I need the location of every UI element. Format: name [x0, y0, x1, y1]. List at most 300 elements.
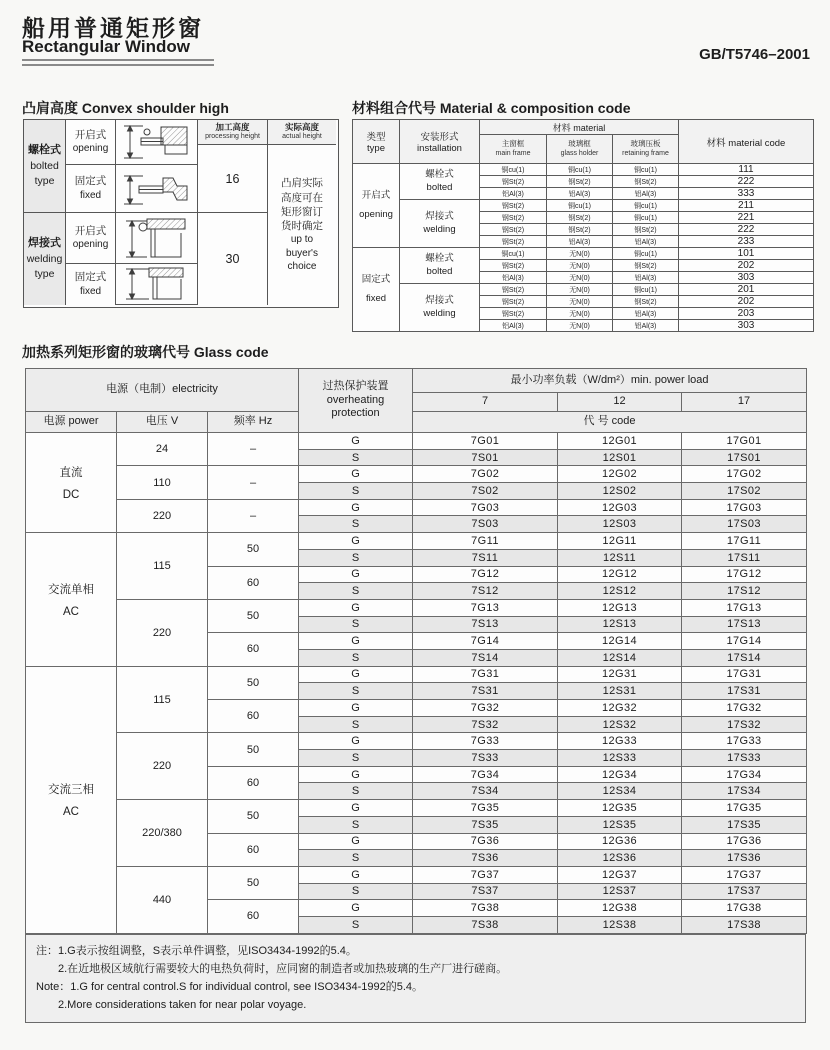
convex-row-fixed	[66, 165, 116, 213]
glass-code-cell: 7S34	[413, 783, 558, 800]
material-code-cell: 221	[679, 212, 814, 224]
glass-code-cell: 7S01	[413, 449, 558, 466]
glass-code-cell: 12S37	[558, 883, 682, 900]
material-type-cell: 开启式 opening	[353, 164, 400, 248]
glass-code-cell: 17G14	[682, 633, 807, 650]
main-frame-material-cell: 钢St(2)	[480, 212, 547, 224]
material-code-cell: 303	[679, 320, 814, 332]
glass-code-row	[26, 499, 807, 516]
glass-code-cell: 7G36	[413, 833, 558, 850]
page-title-zh: 船用普通矩形窗	[22, 15, 204, 41]
material-row	[353, 200, 814, 212]
protection-cell: G	[299, 900, 413, 917]
material-row	[353, 248, 814, 260]
glass-code-cell: 12G03	[558, 499, 682, 516]
material-code-header: 材料 material code	[679, 120, 814, 164]
frequency-cell: 60	[208, 766, 299, 799]
glass-code-cell: 7S13	[413, 616, 558, 633]
glass-code-cell: 17S37	[682, 883, 807, 900]
glass-code-cell: 7S31	[413, 683, 558, 700]
glass-code-cell: 7G01	[413, 433, 558, 450]
retaining-frame-header	[613, 135, 679, 164]
glass-code-cell: 17G32	[682, 700, 807, 717]
frequency-cell: 60	[208, 633, 299, 666]
actual-height-header	[268, 120, 336, 145]
material-code-cell: 203	[679, 308, 814, 320]
retaining-frame-material-cell: 钢St(2)	[613, 260, 679, 272]
material-code-cell: 233	[679, 236, 814, 248]
glass-code-cell: 7G31	[413, 666, 558, 683]
glass-holder-material-cell: 无N(0)	[547, 284, 613, 296]
glass-code-cell: 12G01	[558, 433, 682, 450]
glass-code-cell: 7G14	[413, 633, 558, 650]
code-row-header: 代 号 code	[413, 412, 807, 433]
glass-code-cell: 17G02	[682, 466, 807, 483]
material-install-cell: 焊接式 welding	[400, 200, 480, 248]
glass-holder-material-cell: 铝Al(3)	[547, 236, 613, 248]
retaining-frame-material-cell: 铜cu(1)	[613, 284, 679, 296]
label: fixed	[79, 285, 102, 297]
glass-code-cell: 12S14	[558, 649, 682, 666]
convex-row-fixed	[66, 264, 116, 305]
voltage-cell: 115	[117, 666, 208, 733]
label: processing height	[205, 132, 260, 140]
protection-cell: S	[299, 549, 413, 566]
frequency-cell: 60	[208, 833, 299, 866]
glass-code-cell: 17S35	[682, 816, 807, 833]
installation-header	[400, 120, 480, 164]
protection-cell: S	[299, 916, 413, 933]
material-code-cell: 222	[679, 224, 814, 236]
convex-section-title: 凸肩高度 Convex shoulder high	[22, 100, 229, 116]
glass-code-row	[26, 666, 807, 683]
title-double-rule	[22, 59, 214, 66]
label: 玻璃压板	[630, 138, 661, 148]
glass-code-cell: 7S02	[413, 483, 558, 500]
glass-code-cell: 7G38	[413, 900, 558, 917]
glass-code-table	[25, 368, 807, 934]
load-12-header: 12	[558, 393, 682, 412]
glass-code-cell: 17S14	[682, 649, 807, 666]
retaining-frame-material-cell: 铝Al(3)	[613, 320, 679, 332]
label: retaining frame	[622, 150, 669, 158]
main-frame-material-cell: 钢St(2)	[480, 176, 547, 188]
main-frame-material-cell: 钢St(2)	[480, 224, 547, 236]
glass-code-cell: 7G34	[413, 766, 558, 783]
frequency-cell: 50	[208, 733, 299, 766]
voltage-cell: 220	[117, 733, 208, 800]
glass-code-cell: 12S35	[558, 816, 682, 833]
glass-code-cell: 12G13	[558, 599, 682, 616]
glass-code-cell: 12G38	[558, 900, 682, 917]
glass-code-cell: 17S13	[682, 616, 807, 633]
note-en-1: Note：1.G for central control.S for individual control, see ISO3434-1992的5.4。	[36, 981, 424, 994]
actual-height-note	[268, 145, 336, 305]
convex-type-welding	[24, 213, 66, 305]
glass-code-cell: 7G35	[413, 800, 558, 817]
label: actual height	[282, 132, 322, 140]
section-diagram-welding-opening	[116, 213, 198, 264]
main-frame-material-cell: 铝Al(3)	[480, 188, 547, 200]
glass-code-cell: 7S35	[413, 816, 558, 833]
material-code-cell: 111	[679, 164, 814, 176]
label: 加工高度	[215, 122, 250, 133]
section-diagram-bolted-opening	[116, 120, 198, 165]
glass-code-cell: 7S03	[413, 516, 558, 533]
min-power-load-header: 最小功率负载（W/dm²）min. power load	[413, 369, 807, 393]
label: installation	[417, 143, 462, 154]
label: 固定式	[74, 271, 107, 284]
glass-code-cell: 17G37	[682, 866, 807, 883]
label: 实际高度	[284, 122, 319, 133]
processing-height-header	[198, 120, 268, 145]
material-row	[353, 284, 814, 296]
glass-holder-material-cell: 无N(0)	[547, 272, 613, 284]
glass-code-cell: 17G31	[682, 666, 807, 683]
protection-cell: S	[299, 683, 413, 700]
material-composition-table	[352, 119, 814, 332]
glass-code-cell: 17S38	[682, 916, 807, 933]
glass-code-cell: 17S33	[682, 750, 807, 767]
glass-code-cell: 12S34	[558, 783, 682, 800]
glass-holder-header	[547, 135, 613, 164]
label: bolted	[30, 159, 59, 172]
protection-cell: G	[299, 466, 413, 483]
glass-code-cell: 7S11	[413, 549, 558, 566]
glass-holder-material-cell: 无N(0)	[547, 308, 613, 320]
glass-code-cell: 17G03	[682, 499, 807, 516]
glass-holder-material-cell: 无N(0)	[547, 320, 613, 332]
frequency-header: 频率 Hz	[208, 412, 299, 433]
label: glass holder	[560, 150, 599, 158]
label: 类型	[366, 132, 386, 143]
protection-cell: G	[299, 833, 413, 850]
glass-code-cell: 12S33	[558, 750, 682, 767]
protection-cell: G	[299, 766, 413, 783]
glass-code-cell: 12S01	[558, 449, 682, 466]
label: 材料	[552, 122, 571, 133]
glass-holder-material-cell: 铝Al(3)	[547, 188, 613, 200]
glass-code-cell: 17S01	[682, 449, 807, 466]
load-7-header: 7	[413, 393, 558, 412]
frequency-cell: 50	[208, 866, 299, 899]
glass-code-cell: 12S02	[558, 483, 682, 500]
glass-code-cell: 12G37	[558, 866, 682, 883]
processing-height-welding: 30	[198, 213, 268, 305]
glass-code-row	[26, 533, 807, 550]
label: 螺栓式	[28, 143, 61, 156]
protection-cell: G	[299, 733, 413, 750]
glass-code-cell: 7S33	[413, 750, 558, 767]
main-frame-material-cell: 铝Al(3)	[480, 272, 547, 284]
glass-code-cell: 17G38	[682, 900, 807, 917]
protection-cell: S	[299, 883, 413, 900]
glass-code-cell: 17G36	[682, 833, 807, 850]
convex-type-bolted	[24, 120, 66, 213]
protection-cell: G	[299, 666, 413, 683]
glass-code-row	[26, 733, 807, 750]
glass-holder-material-cell: 无N(0)	[547, 248, 613, 260]
voltage-cell: 115	[117, 533, 208, 600]
protection-cell: S	[299, 750, 413, 767]
protection-cell: S	[299, 616, 413, 633]
protection-cell: G	[299, 599, 413, 616]
protection-cell: S	[299, 449, 413, 466]
retaining-frame-material-cell: 铝Al(3)	[613, 272, 679, 284]
protection-cell: S	[299, 816, 413, 833]
label: welding	[26, 252, 63, 265]
glass-holder-material-cell: 无N(0)	[547, 260, 613, 272]
label: opening	[72, 239, 109, 251]
note-zh-1: 注：1.G表示按组调整，S表示单件调整，见ISO3434-1992的5.4。	[36, 945, 357, 957]
retaining-frame-material-cell: 钢St(2)	[613, 176, 679, 188]
protection-cell: G	[299, 499, 413, 516]
material-code-cell: 333	[679, 188, 814, 200]
glass-section-title: 加热系列矩形窗的玻璃代号 Glass code	[22, 344, 269, 360]
label: opening	[72, 143, 109, 155]
label: 固定式	[74, 175, 107, 188]
material-install-cell: 焊接式 welding	[400, 284, 480, 332]
main-frame-material-cell: 铜cu(1)	[480, 248, 547, 260]
glass-holder-material-cell: 钢St(2)	[547, 224, 613, 236]
glass-code-cell: 17G13	[682, 599, 807, 616]
glass-holder-material-cell: 钢St(2)	[547, 212, 613, 224]
main-frame-material-cell: 钢St(2)	[480, 308, 547, 320]
glass-holder-material-cell: 铜cu(1)	[547, 164, 613, 176]
glass-code-cell: 7S12	[413, 583, 558, 600]
glass-code-row	[26, 466, 807, 483]
glass-code-cell: 7G32	[413, 700, 558, 717]
protection-cell: S	[299, 516, 413, 533]
electricity-header: 电源（电制）electricity	[26, 369, 299, 412]
note-en-2: 2.More considerations taken for near polar voyage.	[58, 999, 307, 1012]
type-header	[353, 120, 400, 164]
glass-code-cell: 17G35	[682, 800, 807, 817]
standard-code: GB/T5746–2001	[699, 46, 810, 63]
protection-cell: S	[299, 783, 413, 800]
material-code-cell: 202	[679, 260, 814, 272]
frequency-cell: 60	[208, 700, 299, 733]
glass-code-cell: 12S36	[558, 850, 682, 867]
glass-code-cell: 12G11	[558, 533, 682, 550]
page-title-en: Rectangular Window	[22, 37, 190, 56]
main-frame-header	[480, 135, 547, 164]
glass-code-row	[26, 866, 807, 883]
glass-code-cell: 12S12	[558, 583, 682, 600]
glass-holder-material-cell: 钢St(2)	[547, 176, 613, 188]
notes-box	[25, 934, 806, 1023]
overheating-protection-header	[299, 369, 413, 433]
glass-code-cell: 12S38	[558, 916, 682, 933]
convex-row-opening	[66, 120, 116, 165]
retaining-frame-material-cell: 铝Al(3)	[613, 308, 679, 320]
frequency-cell: –	[208, 433, 299, 466]
glass-code-cell: 17S34	[682, 783, 807, 800]
label: material	[573, 122, 606, 133]
label: 安装形式	[420, 132, 459, 143]
glass-code-cell: 17G33	[682, 733, 807, 750]
voltage-cell: 220	[117, 599, 208, 666]
glass-code-cell: 17S02	[682, 483, 807, 500]
load-17-header: 17	[682, 393, 807, 412]
glass-code-cell: 17S32	[682, 716, 807, 733]
main-frame-material-cell: 铝Al(3)	[480, 320, 547, 332]
material-section-title: 材料组合代号 Material & composition code	[352, 100, 631, 116]
actual-note-en: up to buyer's choice	[286, 234, 318, 273]
protection-cell: S	[299, 649, 413, 666]
glass-code-cell: 17S12	[682, 583, 807, 600]
glass-code-row	[26, 433, 807, 450]
material-header	[480, 120, 679, 135]
retaining-frame-material-cell: 铜cu(1)	[613, 248, 679, 260]
protection-cell: G	[299, 700, 413, 717]
frequency-cell: 60	[208, 900, 299, 933]
material-code-cell: 222	[679, 176, 814, 188]
main-frame-material-cell: 钢St(2)	[480, 260, 547, 272]
material-row	[353, 164, 814, 176]
protection-cell: S	[299, 716, 413, 733]
voltage-cell: 24	[117, 433, 208, 466]
glass-code-cell: 12G12	[558, 566, 682, 583]
glass-code-cell: 17S31	[682, 683, 807, 700]
actual-note-zh: 凸肩实际高度可在矩形窗订货时确定	[281, 177, 323, 232]
glass-code-cell: 7S37	[413, 883, 558, 900]
voltage-header: 电压 V	[117, 412, 208, 433]
label: 过热保护装置	[322, 379, 389, 392]
glass-code-cell: 17G11	[682, 533, 807, 550]
glass-code-cell: 17G12	[682, 566, 807, 583]
glass-code-cell: 7S38	[413, 916, 558, 933]
protection-cell: G	[299, 633, 413, 650]
glass-code-cell: 12G34	[558, 766, 682, 783]
label: type	[367, 143, 385, 154]
glass-code-row	[26, 800, 807, 817]
material-code-cell: 201	[679, 284, 814, 296]
section-diagram-welding-fixed	[116, 264, 198, 305]
glass-code-cell: 7G12	[413, 566, 558, 583]
section-diagram-bolted-fixed	[116, 165, 198, 213]
glass-code-cell: 17G01	[682, 433, 807, 450]
glass-code-cell: 12S11	[558, 549, 682, 566]
note-zh-2: 2.在近地极区域航行需要较大的电热负荷时，应同窗的制造者或加热玻璃的生产厂进行磋商。	[58, 963, 508, 976]
power-group-cell: 直流 DC	[26, 433, 117, 533]
glass-code-cell: 7S32	[413, 716, 558, 733]
material-code-cell: 303	[679, 272, 814, 284]
processing-height-bolted: 16	[198, 145, 268, 213]
material-code-cell: 101	[679, 248, 814, 260]
material-type-cell: 固定式 fixed	[353, 248, 400, 332]
glass-table-body	[26, 433, 807, 934]
protection-cell: G	[299, 433, 413, 450]
glass-code-cell: 7G37	[413, 866, 558, 883]
protection-cell: S	[299, 483, 413, 500]
glass-code-cell: 7G13	[413, 599, 558, 616]
protection-cell: G	[299, 533, 413, 550]
power-group-cell: 交流单相 AC	[26, 533, 117, 667]
convex-row-opening	[66, 213, 116, 264]
protection-cell: S	[299, 850, 413, 867]
material-code-cell: 211	[679, 200, 814, 212]
retaining-frame-material-cell: 铝Al(3)	[613, 188, 679, 200]
material-install-cell: 螺栓式 bolted	[400, 248, 480, 284]
label: 焊接式	[28, 236, 61, 249]
retaining-frame-material-cell: 铜cu(1)	[613, 212, 679, 224]
glass-code-cell: 12S31	[558, 683, 682, 700]
protection-cell: S	[299, 583, 413, 600]
convex-shoulder-table	[23, 119, 339, 308]
label: 开启式	[74, 128, 107, 141]
power-header: 电源 power	[26, 412, 117, 433]
label: type	[34, 174, 55, 187]
label: 开启式	[74, 224, 107, 237]
glass-code-cell: 7G03	[413, 499, 558, 516]
label: overheating	[326, 393, 385, 406]
glass-code-cell: 7G33	[413, 733, 558, 750]
material-install-cell: 螺栓式 bolted	[400, 164, 480, 200]
glass-code-cell: 7S36	[413, 850, 558, 867]
label: fixed	[79, 189, 102, 201]
glass-code-cell: 12G33	[558, 733, 682, 750]
voltage-cell: 440	[117, 866, 208, 933]
glass-code-row	[26, 599, 807, 616]
glass-code-cell: 17S11	[682, 549, 807, 566]
glass-code-cell: 12G32	[558, 700, 682, 717]
glass-code-cell: 12G36	[558, 833, 682, 850]
glass-code-cell: 7G11	[413, 533, 558, 550]
frequency-cell: –	[208, 466, 299, 499]
glass-code-cell: 7S14	[413, 649, 558, 666]
voltage-cell: 220	[117, 499, 208, 532]
glass-code-cell: 12S32	[558, 716, 682, 733]
glass-code-cell: 7G02	[413, 466, 558, 483]
main-frame-material-cell: 钢St(2)	[480, 200, 547, 212]
glass-code-cell: 12G35	[558, 800, 682, 817]
voltage-cell: 110	[117, 466, 208, 499]
main-frame-material-cell: 钢St(2)	[480, 236, 547, 248]
label: 玻璃框	[568, 138, 591, 148]
label: protection	[331, 407, 380, 420]
retaining-frame-material-cell: 铝Al(3)	[613, 236, 679, 248]
glass-code-cell: 12S13	[558, 616, 682, 633]
material-table-body	[353, 164, 814, 332]
glass-code-cell: 12G31	[558, 666, 682, 683]
frequency-cell: 50	[208, 533, 299, 566]
retaining-frame-material-cell: 钢St(2)	[613, 224, 679, 236]
retaining-frame-material-cell: 钢St(2)	[613, 296, 679, 308]
protection-cell: G	[299, 566, 413, 583]
frequency-cell: 50	[208, 666, 299, 699]
frequency-cell: 60	[208, 566, 299, 599]
glass-holder-material-cell: 铜cu(1)	[547, 200, 613, 212]
frequency-cell: –	[208, 499, 299, 532]
retaining-frame-material-cell: 铜cu(1)	[613, 164, 679, 176]
protection-cell: G	[299, 866, 413, 883]
voltage-cell: 220/380	[117, 800, 208, 867]
material-code-cell: 202	[679, 296, 814, 308]
glass-code-cell: 12G02	[558, 466, 682, 483]
main-frame-material-cell: 铜cu(1)	[480, 164, 547, 176]
label: type	[34, 267, 55, 280]
label: main frame	[495, 150, 531, 158]
label: 主窗框	[501, 138, 525, 148]
glass-code-cell: 12S03	[558, 516, 682, 533]
glass-holder-material-cell: 无N(0)	[547, 296, 613, 308]
glass-code-cell: 17G34	[682, 766, 807, 783]
frequency-cell: 50	[208, 800, 299, 833]
glass-code-cell: 12G14	[558, 633, 682, 650]
protection-cell: G	[299, 800, 413, 817]
retaining-frame-material-cell: 铜cu(1)	[613, 200, 679, 212]
